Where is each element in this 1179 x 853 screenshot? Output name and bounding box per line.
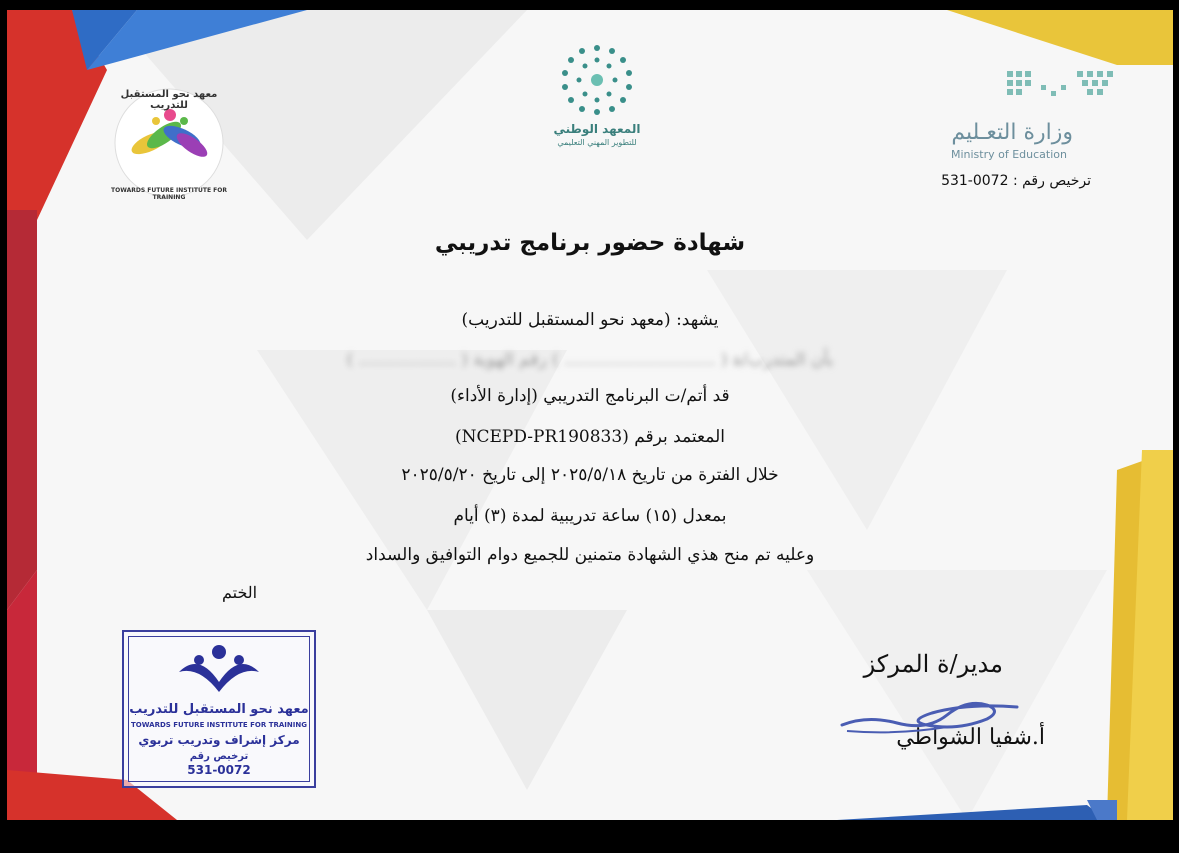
stamp-english-name: TOWARDS FUTURE INSTITUTE FOR TRAINING xyxy=(131,721,307,729)
stamp-license-label: ترخيص رقم xyxy=(189,751,249,762)
moe-arabic-name: وزارة التعـليم xyxy=(951,120,1073,145)
institute-ring-english: TOWARDS FUTURE INSTITUTE FOR TRAINING xyxy=(111,187,227,201)
seal-label: الختم xyxy=(222,583,258,602)
program-completed-line: قد أتم/ت البرنامج التدريبي (إدارة الأداء) xyxy=(450,386,730,406)
stamp-center-name: مركز إشراف وتدريب تربوي xyxy=(138,733,300,747)
stamp-arabic-name: معهد نحو المستقبل للتدريب xyxy=(129,702,309,717)
moe-logo-icon xyxy=(1007,65,1122,105)
signer-name: أ.شفيا الشواطي xyxy=(896,725,1045,750)
ncepd-dots-icon xyxy=(552,42,642,122)
handwritten-signature-icon xyxy=(837,685,1027,745)
license-number: ترخيص رقم : 0072-531 xyxy=(941,173,1091,189)
ncepd-name: المعهد الوطني xyxy=(553,122,641,136)
ncepd-subtitle: للتطوير المهني التعليمي xyxy=(557,138,637,147)
stamp-license-number: 531-0072 xyxy=(187,763,251,777)
institute-ring-arabic: معهد نحو المستقبل للتدريب xyxy=(120,89,218,111)
institute-stamp xyxy=(122,630,316,788)
certificate-title: شهادة حضور برنامج تدريبي xyxy=(434,230,746,256)
moe-english-name: Ministry of Education xyxy=(950,148,1067,161)
closing-line: وعليه تم منح هذي الشهادة متمنين للجميع دوام التوافيق والسداد xyxy=(365,545,815,565)
stamp-emblem-icon xyxy=(174,642,264,694)
accreditation-line: المعتمد برقم (NCEPD-PR190833) xyxy=(454,427,725,447)
certificate xyxy=(7,10,1173,820)
witness-line: يشهد: (معهد نحو المستقبل للتدريب) xyxy=(461,310,719,330)
hours-line: بمعدل (١٥) ساعة تدريبية لمدة (٣) أيام xyxy=(453,506,727,526)
institute-logo xyxy=(104,85,234,205)
ncepd-logo xyxy=(552,42,642,152)
trainee-line-blurred: بأن المتدرب/ة ( ............................ ) رقم الهوية ( .................. ) xyxy=(346,350,834,370)
signature-title: مدير/ة المركز xyxy=(863,650,1003,678)
period-line: خلال الفترة من تاريخ ٢٠٢٥/٥/١٨ إلى تاريخ ٢٠٢٥/٥/٢٠ xyxy=(401,465,779,485)
